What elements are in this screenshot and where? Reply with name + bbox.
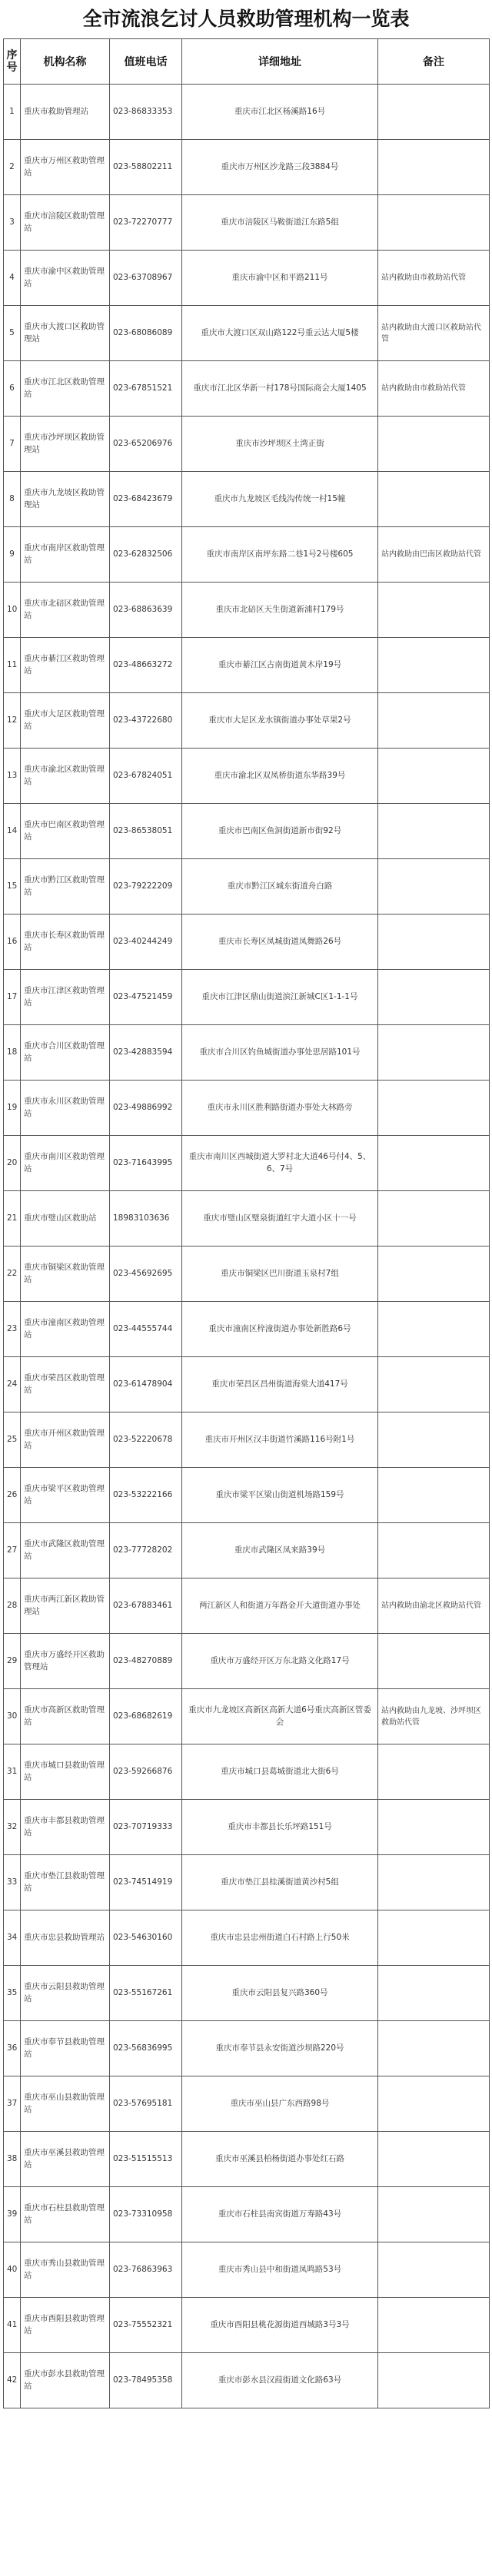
- remark-cell: [378, 1357, 490, 1412]
- table-row: [4, 1578, 490, 1634]
- row-number-cell: 1: [4, 85, 21, 140]
- duty-phone-cell: 18983103636: [110, 1191, 182, 1247]
- row-number-cell: 19: [4, 1081, 21, 1136]
- duty-phone-cell: 023-68682619: [110, 1689, 182, 1744]
- duty-phone-cell: 023-57695181: [110, 2076, 182, 2132]
- org-name-cell: 重庆市巫山县救助管理站: [21, 2076, 110, 2132]
- remark-cell: 站内救助由九龙坡、沙坪坝区救助站代管: [378, 1689, 490, 1744]
- row-number-cell: 18: [4, 1025, 21, 1081]
- table-row: [4, 1136, 490, 1191]
- table-row: [4, 1081, 490, 1136]
- remark-cell: [378, 2132, 490, 2187]
- address-cell: 重庆市北碚区天生街道新浦村179号: [182, 583, 378, 638]
- duty-phone-cell: 023-54630160: [110, 1910, 182, 1966]
- address-cell: 重庆市大渡口区双山路122号重云达大厦5楼: [182, 306, 378, 361]
- row-number-cell: 28: [4, 1578, 21, 1634]
- address-cell: 重庆市江北区华新一村178号国际商会大厦1405: [182, 361, 378, 417]
- header-note: 备注: [378, 39, 490, 85]
- table-row: [4, 306, 490, 361]
- org-name-cell: 重庆市奉节县救助管理站: [21, 2021, 110, 2076]
- remark-cell: [378, 749, 490, 804]
- address-cell: 重庆市永川区胜利路街道办事处大林路旁: [182, 1081, 378, 1136]
- duty-phone-cell: 023-68423679: [110, 472, 182, 527]
- table-row: [4, 472, 490, 527]
- remark-cell: [378, 1744, 490, 1800]
- address-cell: 重庆市南川区西城街道大罗村北大道46号付4、5、6、7号: [182, 1136, 378, 1191]
- duty-phone-cell: 023-79222209: [110, 859, 182, 915]
- address-cell: 重庆市忠县忠州街道白石村路上行50米: [182, 1910, 378, 1966]
- remark-cell: [378, 1855, 490, 1910]
- remark-cell: [378, 2076, 490, 2132]
- remark-cell: 站内救助由大渡口区救助站代管: [378, 306, 490, 361]
- row-number-cell: 30: [4, 1689, 21, 1744]
- duty-phone-cell: 023-68086089: [110, 306, 182, 361]
- org-name-cell: 重庆市忠县救助管理站: [21, 1910, 110, 1966]
- row-number-cell: 36: [4, 2021, 21, 2076]
- table-row: [4, 2242, 490, 2298]
- row-number-cell: 23: [4, 1302, 21, 1357]
- org-name-cell: 重庆市两江新区救助管理站: [21, 1578, 110, 1634]
- address-cell: 重庆市綦江区古南街道黄木岸19号: [182, 638, 378, 693]
- address-cell: 重庆市渝中区和平路211号: [182, 251, 378, 306]
- duty-phone-cell: 023-51515513: [110, 2132, 182, 2187]
- table-row: [4, 1855, 490, 1910]
- remark-cell: [378, 1302, 490, 1357]
- address-cell: 重庆市江津区鼎山街道滨江新城C区1-1-1号: [182, 970, 378, 1025]
- table-row: [4, 1468, 490, 1523]
- table-row: [4, 1523, 490, 1578]
- remark-cell: [378, 417, 490, 472]
- row-number-cell: 17: [4, 970, 21, 1025]
- remark-cell: [378, 693, 490, 749]
- remark-cell: [378, 1247, 490, 1302]
- table-row: [4, 527, 490, 583]
- address-cell: 重庆市万州区沙龙路三段3884号: [182, 140, 378, 195]
- page-title: 全市流浪乞讨人员救助管理机构一览表: [82, 8, 410, 30]
- org-name-cell: 重庆市巴南区救助管理站: [21, 804, 110, 859]
- table-header-row: [4, 39, 490, 85]
- remark-cell: [378, 859, 490, 915]
- org-name-cell: 重庆市万盛经开区救助管理站: [21, 1634, 110, 1689]
- duty-phone-cell: 023-59266876: [110, 1744, 182, 1800]
- duty-phone-cell: 023-78495358: [110, 2353, 182, 2408]
- address-cell: 重庆市九龙坡区高新区高新大道6号重庆高新区管委会: [182, 1689, 378, 1744]
- org-name-cell: 重庆市垫江县救助管理站: [21, 1855, 110, 1910]
- table-row: [4, 1025, 490, 1081]
- row-number-cell: 21: [4, 1191, 21, 1247]
- table-row: [4, 1302, 490, 1357]
- row-number-cell: 31: [4, 1744, 21, 1800]
- address-cell: 重庆市巴南区鱼洞街道新市街92号: [182, 804, 378, 859]
- address-cell: 重庆市潼南区梓潼街道办事处新胜路6号: [182, 1302, 378, 1357]
- org-name-cell: 重庆市丰都县救助管理站: [21, 1800, 110, 1855]
- address-cell: 重庆市巫山县广东西路98号: [182, 2076, 378, 2132]
- address-cell: 重庆市城口县葛城街道北大街6号: [182, 1744, 378, 1800]
- table-row: [4, 2187, 490, 2242]
- row-number-cell: 40: [4, 2242, 21, 2298]
- remark-cell: [378, 85, 490, 140]
- duty-phone-cell: 023-40244249: [110, 915, 182, 970]
- duty-phone-cell: 023-56836995: [110, 2021, 182, 2076]
- row-number-cell: 42: [4, 2353, 21, 2408]
- row-number-cell: 32: [4, 1800, 21, 1855]
- remark-cell: 站内救助由市救助站代管: [378, 251, 490, 306]
- remark-cell: [378, 1634, 490, 1689]
- org-name-cell: 重庆市北碚区救助管理站: [21, 583, 110, 638]
- org-name-cell: 重庆市武隆区救助管理站: [21, 1523, 110, 1578]
- row-number-cell: 5: [4, 306, 21, 361]
- address-cell: 重庆市巫溪县柏杨街道办事处红石路: [182, 2132, 378, 2187]
- address-cell: 重庆市沙坪坝区土湾正街: [182, 417, 378, 472]
- org-name-cell: 重庆市云阳县救助管理站: [21, 1966, 110, 2021]
- table-row: [4, 583, 490, 638]
- row-number-cell: 38: [4, 2132, 21, 2187]
- row-number-cell: 37: [4, 2076, 21, 2132]
- address-cell: 重庆市荣昌区昌州街道海棠大道417号: [182, 1357, 378, 1412]
- remark-cell: [378, 1025, 490, 1081]
- row-number-cell: 16: [4, 915, 21, 970]
- remark-cell: [378, 140, 490, 195]
- duty-phone-cell: 023-76863963: [110, 2242, 182, 2298]
- row-number-cell: 26: [4, 1468, 21, 1523]
- org-name-cell: 重庆市南川区救助管理站: [21, 1136, 110, 1191]
- remark-cell: [378, 2353, 490, 2408]
- row-number-cell: 25: [4, 1412, 21, 1468]
- org-name-cell: 重庆市酉阳县救助管理站: [21, 2298, 110, 2353]
- duty-phone-cell: 023-49886992: [110, 1081, 182, 1136]
- address-cell: 重庆市长寿区凤城街道凤舞路26号: [182, 915, 378, 970]
- duty-phone-cell: 023-67851521: [110, 361, 182, 417]
- duty-phone-cell: 023-43722680: [110, 693, 182, 749]
- org-name-cell: 重庆市巫溪县救助管理站: [21, 2132, 110, 2187]
- table-row: [4, 1744, 490, 1800]
- row-number-cell: 35: [4, 1966, 21, 2021]
- table-body: [4, 85, 490, 2408]
- duty-phone-cell: 023-58802211: [110, 140, 182, 195]
- duty-phone-cell: 023-71643995: [110, 1136, 182, 1191]
- row-number-cell: 4: [4, 251, 21, 306]
- table-row: [4, 1689, 490, 1744]
- row-number-cell: 3: [4, 195, 21, 251]
- org-name-cell: 重庆市江北区救助管理站: [21, 361, 110, 417]
- address-cell: 重庆市渝北区双凤桥街道东华路39号: [182, 749, 378, 804]
- duty-phone-cell: 023-42883594: [110, 1025, 182, 1081]
- remark-cell: [378, 472, 490, 527]
- address-cell: 两江新区人和街道万年路金开大道街道办事处: [182, 1578, 378, 1634]
- table-row: [4, 251, 490, 306]
- org-name-cell: 重庆市璧山区救助站: [21, 1191, 110, 1247]
- remark-cell: [378, 2187, 490, 2242]
- duty-phone-cell: 023-48270889: [110, 1634, 182, 1689]
- org-name-cell: 重庆市大足区救助管理站: [21, 693, 110, 749]
- row-number-cell: 14: [4, 804, 21, 859]
- address-cell: 重庆市黔江区城东街道舟白路: [182, 859, 378, 915]
- remark-cell: [378, 1136, 490, 1191]
- remark-cell: [378, 2242, 490, 2298]
- duty-phone-cell: 023-55167261: [110, 1966, 182, 2021]
- header-tel: 值班电话: [110, 39, 182, 85]
- remark-cell: [378, 915, 490, 970]
- address-cell: 重庆市云阳县复兴路360号: [182, 1966, 378, 2021]
- duty-phone-cell: 023-47521459: [110, 970, 182, 1025]
- remark-cell: [378, 1468, 490, 1523]
- table-row: [4, 693, 490, 749]
- header-no: 序号: [4, 39, 21, 85]
- org-name-cell: 重庆市沙坪坝区救助管理站: [21, 417, 110, 472]
- org-name-cell: 重庆市潼南区救助管理站: [21, 1302, 110, 1357]
- row-number-cell: 33: [4, 1855, 21, 1910]
- duty-phone-cell: 023-61478904: [110, 1357, 182, 1412]
- duty-phone-cell: 023-67883461: [110, 1578, 182, 1634]
- org-name-cell: 重庆市渝中区救助管理站: [21, 251, 110, 306]
- address-cell: 重庆市酉阳县桃花源街道西城路3号3号: [182, 2298, 378, 2353]
- org-name-cell: 重庆市救助管理站: [21, 85, 110, 140]
- table-row: [4, 1191, 490, 1247]
- duty-phone-cell: 023-74514919: [110, 1855, 182, 1910]
- table-row: [4, 1247, 490, 1302]
- row-number-cell: 6: [4, 361, 21, 417]
- table-row: [4, 85, 490, 140]
- org-name-cell: 重庆市长寿区救助管理站: [21, 915, 110, 970]
- address-cell: 重庆市合川区钓鱼城街道办事处思居路101号: [182, 1025, 378, 1081]
- duty-phone-cell: 023-77728202: [110, 1523, 182, 1578]
- row-number-cell: 2: [4, 140, 21, 195]
- address-cell: 重庆市奉节县永安街道沙坝路220号: [182, 2021, 378, 2076]
- org-name-cell: 重庆市梁平区救助管理站: [21, 1468, 110, 1523]
- org-name-cell: 重庆市涪陵区救助管理站: [21, 195, 110, 251]
- address-cell: 重庆市武隆区凤来路39号: [182, 1523, 378, 1578]
- org-name-cell: 重庆市大渡口区救助管理站: [21, 306, 110, 361]
- org-name-cell: 重庆市南岸区救助管理站: [21, 527, 110, 583]
- remark-cell: [378, 1412, 490, 1468]
- header-addr: 详细地址: [182, 39, 378, 85]
- remark-cell: [378, 583, 490, 638]
- table-row: [4, 804, 490, 859]
- remark-cell: [378, 2021, 490, 2076]
- row-number-cell: 41: [4, 2298, 21, 2353]
- address-cell: 重庆市石柱县南宾街道万寿路43号: [182, 2187, 378, 2242]
- org-name-cell: 重庆市合川区救助管理站: [21, 1025, 110, 1081]
- table-row: [4, 915, 490, 970]
- remark-cell: 站内救助由市救助站代管: [378, 361, 490, 417]
- address-cell: 重庆市铜梁区巴川街道玉泉村7组: [182, 1247, 378, 1302]
- table-row: [4, 638, 490, 693]
- address-cell: 重庆市江北区杨溪路16号: [182, 85, 378, 140]
- address-cell: 重庆市南岸区南坪东路二巷1号2号楼605: [182, 527, 378, 583]
- duty-phone-cell: 023-86833353: [110, 85, 182, 140]
- table-row: [4, 1966, 490, 2021]
- org-name-cell: 重庆市开州区救助管理站: [21, 1412, 110, 1468]
- row-number-cell: 15: [4, 859, 21, 915]
- duty-phone-cell: 023-67824051: [110, 749, 182, 804]
- table-row: [4, 2353, 490, 2408]
- org-name-cell: 重庆市高新区救助管理站: [21, 1689, 110, 1744]
- row-number-cell: 20: [4, 1136, 21, 1191]
- org-name-cell: 重庆市万州区救助管理站: [21, 140, 110, 195]
- remark-cell: [378, 1910, 490, 1966]
- row-number-cell: 34: [4, 1910, 21, 1966]
- remark-cell: 站内救助由渝北区救助站代管: [378, 1578, 490, 1634]
- remark-cell: [378, 1081, 490, 1136]
- row-number-cell: 27: [4, 1523, 21, 1578]
- address-cell: 重庆市秀山县中和街道凤鸣路53号: [182, 2242, 378, 2298]
- duty-phone-cell: 023-48663272: [110, 638, 182, 693]
- row-number-cell: 22: [4, 1247, 21, 1302]
- address-cell: 重庆市垫江县桂溪街道黄沙村5组: [182, 1855, 378, 1910]
- org-name-cell: 重庆市石柱县救助管理站: [21, 2187, 110, 2242]
- duty-phone-cell: 023-75552321: [110, 2298, 182, 2353]
- address-cell: 重庆市涪陵区马鞍街道江东路5组: [182, 195, 378, 251]
- address-cell: 重庆市璧山区璧泉街道红宇大道小区十一号: [182, 1191, 378, 1247]
- duty-phone-cell: 023-44555744: [110, 1302, 182, 1357]
- duty-phone-cell: 023-63708967: [110, 251, 182, 306]
- table-row: [4, 1634, 490, 1689]
- org-name-cell: 重庆市永川区救助管理站: [21, 1081, 110, 1136]
- table-row: [4, 195, 490, 251]
- address-cell: 重庆市九龙坡区毛线沟传统一村15幢: [182, 472, 378, 527]
- duty-phone-cell: 023-72270777: [110, 195, 182, 251]
- remark-cell: [378, 804, 490, 859]
- table-row: [4, 749, 490, 804]
- row-number-cell: 8: [4, 472, 21, 527]
- address-cell: 重庆市大足区龙水镇街道办事处草果2号: [182, 693, 378, 749]
- remark-cell: [378, 1800, 490, 1855]
- org-name-cell: 重庆市秀山县救助管理站: [21, 2242, 110, 2298]
- org-name-cell: 重庆市城口县救助管理站: [21, 1744, 110, 1800]
- row-number-cell: 7: [4, 417, 21, 472]
- org-name-cell: 重庆市九龙坡区救助管理站: [21, 472, 110, 527]
- duty-phone-cell: 023-62832506: [110, 527, 182, 583]
- shelter-table: [3, 38, 490, 2408]
- address-cell: 重庆市梁平区梁山街道机场路159号: [182, 1468, 378, 1523]
- row-number-cell: 13: [4, 749, 21, 804]
- row-number-cell: 24: [4, 1357, 21, 1412]
- table-row: [4, 2076, 490, 2132]
- remark-cell: [378, 1523, 490, 1578]
- row-number-cell: 11: [4, 638, 21, 693]
- org-name-cell: 重庆市綦江区救助管理站: [21, 638, 110, 693]
- row-number-cell: 29: [4, 1634, 21, 1689]
- duty-phone-cell: 023-45692695: [110, 1247, 182, 1302]
- table-row: [4, 417, 490, 472]
- table-row: [4, 2132, 490, 2187]
- duty-phone-cell: 023-53222166: [110, 1468, 182, 1523]
- duty-phone-cell: 023-52220678: [110, 1412, 182, 1468]
- table-row: [4, 859, 490, 915]
- row-number-cell: 9: [4, 527, 21, 583]
- org-name-cell: 重庆市彭水县救助管理站: [21, 2353, 110, 2408]
- remark-cell: [378, 1966, 490, 2021]
- duty-phone-cell: 023-70719333: [110, 1800, 182, 1855]
- address-cell: 重庆市丰都县长乐坪路151号: [182, 1800, 378, 1855]
- org-name-cell: 重庆市荣昌区救助管理站: [21, 1357, 110, 1412]
- duty-phone-cell: 023-68863639: [110, 583, 182, 638]
- remark-cell: 站内救助由巴南区救助站代管: [378, 527, 490, 583]
- duty-phone-cell: 023-86538051: [110, 804, 182, 859]
- remark-cell: [378, 638, 490, 693]
- table-row: [4, 1800, 490, 1855]
- address-cell: 重庆市开州区汉丰街道竹溪路116号附1号: [182, 1412, 378, 1468]
- address-cell: 重庆市彭水县汉葭街道文化路63号: [182, 2353, 378, 2408]
- row-number-cell: 39: [4, 2187, 21, 2242]
- org-name-cell: 重庆市渝北区救助管理站: [21, 749, 110, 804]
- address-cell: 重庆市万盛经开区万东北路文化路17号: [182, 1634, 378, 1689]
- table-row: [4, 1412, 490, 1468]
- remark-cell: [378, 195, 490, 251]
- org-name-cell: 重庆市铜梁区救助管理站: [21, 1247, 110, 1302]
- table-row: [4, 2021, 490, 2076]
- org-name-cell: 重庆市黔江区救助管理站: [21, 859, 110, 915]
- remark-cell: [378, 970, 490, 1025]
- table-row: [4, 1357, 490, 1412]
- header-org: 机构名称: [21, 39, 110, 85]
- table-row: [4, 970, 490, 1025]
- table-row: [4, 1910, 490, 1966]
- row-number-cell: 10: [4, 583, 21, 638]
- table-row: [4, 2298, 490, 2353]
- duty-phone-cell: 023-73310958: [110, 2187, 182, 2242]
- row-number-cell: 12: [4, 693, 21, 749]
- remark-cell: [378, 2298, 490, 2353]
- table-row: [4, 140, 490, 195]
- remark-cell: [378, 1191, 490, 1247]
- duty-phone-cell: 023-65206976: [110, 417, 182, 472]
- table-row: [4, 361, 490, 417]
- org-name-cell: 重庆市江津区救助管理站: [21, 970, 110, 1025]
